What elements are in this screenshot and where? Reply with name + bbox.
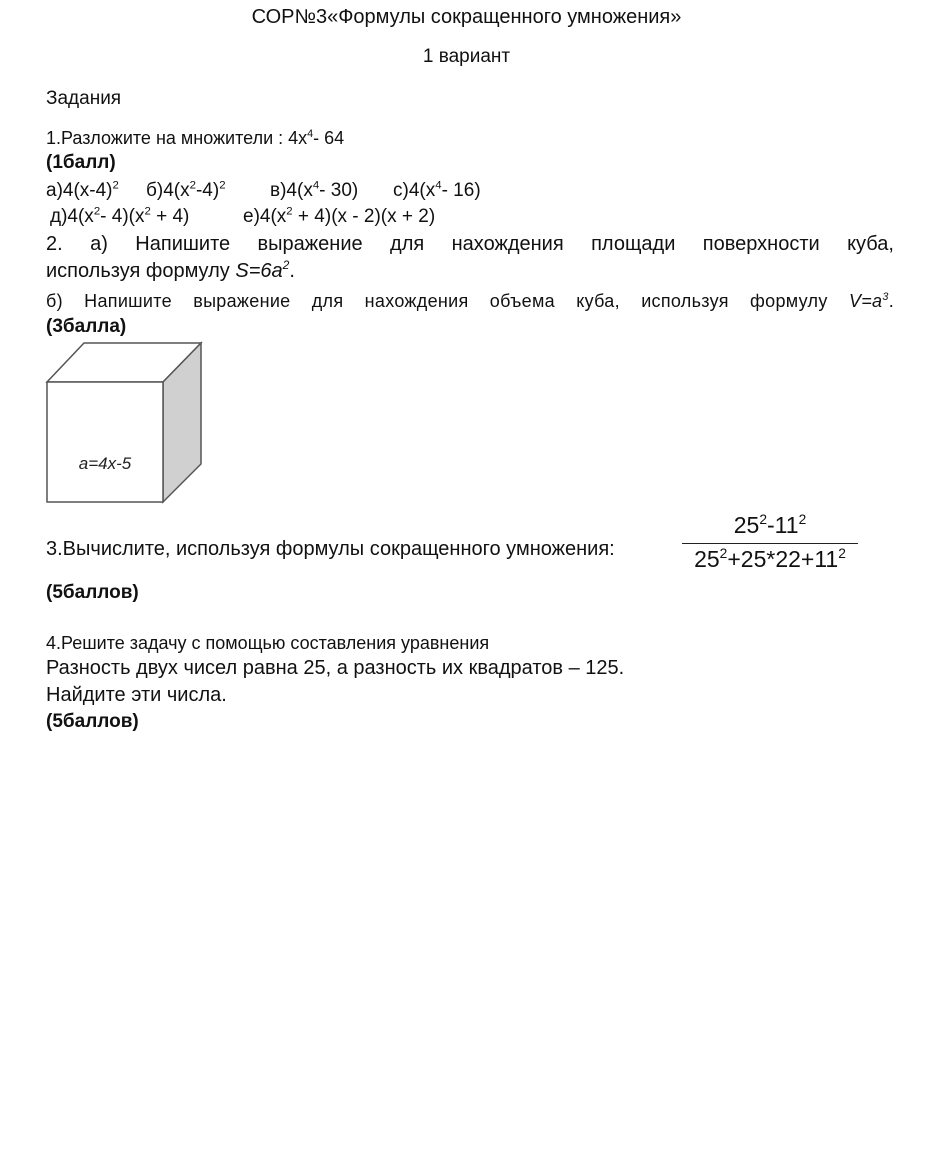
task4-points: (5баллов) <box>46 711 139 732</box>
task4-problem-line2: Найдите эти числа. <box>46 684 227 706</box>
task1-option-e: $е)4(х^2 + 4)(х - 2)(х + 2)$ <box>243 205 436 227</box>
task1-statement: 1.Разложите на множители : $4х^4-$ 64 <box>46 127 345 148</box>
area-formula: S=6a <box>235 260 283 282</box>
task1-points: (1балл) <box>46 152 116 173</box>
task1-option-s: $с)4(х^4-$ 16) <box>393 179 481 201</box>
task1-option-d: $д)4(х^2-$ $4)(х^2 + 4)$ <box>50 205 190 227</box>
variant-label: 1 вариант <box>422 46 511 67</box>
task3-fraction <box>682 512 858 573</box>
cube-figure <box>44 338 206 508</box>
task4-problem-line1: Разность двух чисел равна 25, а разность их квадратов – 125. <box>46 657 625 679</box>
fraction-denominator: $25^2+25*22+11^2$ <box>694 546 846 572</box>
volume-formula: V=a <box>848 291 883 311</box>
task3-points: (5баллов) <box>46 582 139 603</box>
task2-line-a2: используя формулу $S=6a^2$. <box>46 258 295 282</box>
tasks-heading: Задания <box>46 88 122 109</box>
task3-statement: 3.Вычислите, используя формулы сокращенного умножения: <box>46 538 615 560</box>
task1-option-v: $в)4(х^4-$ 30) <box>270 179 359 201</box>
document-title: СОР№3«Формулы сокращенного умножения» <box>251 6 682 28</box>
cube-side-label: a=4x-5 <box>78 454 132 473</box>
fraction-numerator: $25^2-11^2$ <box>682 512 858 544</box>
task4-heading: 4.Решите задачу с помощью составления уравнения <box>46 633 490 653</box>
cube-front-face <box>47 382 163 502</box>
task2-line-b: б) Напишите выражение для нахождения объема куба, используя формулу $V=a^3$. <box>46 290 894 311</box>
task2-points: (3балла) <box>46 316 127 337</box>
task2-line-a: 2. а) Напишите выражение для нахождения площади поверхности куба, <box>46 233 894 255</box>
task1-option-b: $б)4(х^2-4)^2$ <box>146 179 226 201</box>
task1-option-a: $а)4(х-4)^2$ <box>46 179 119 201</box>
